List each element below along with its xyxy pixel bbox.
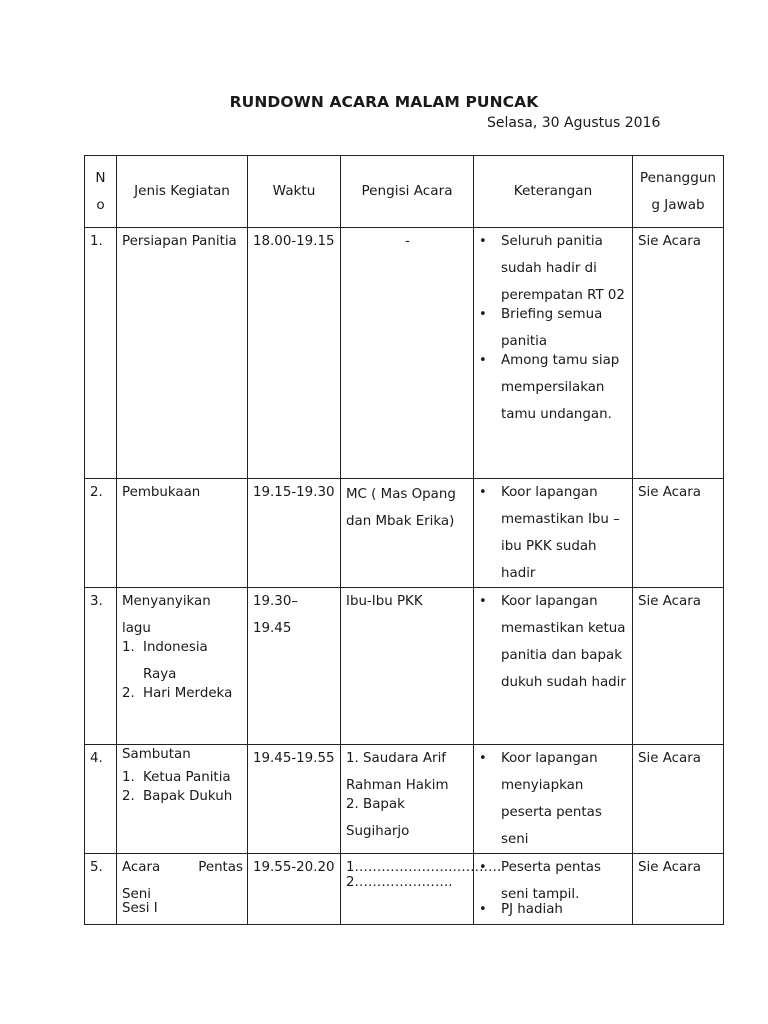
pengisi-item: 1. Saudara Arif Rahman Hakim [346, 751, 449, 793]
table-row [85, 479, 724, 588]
subitem-number: 2. [122, 789, 135, 804]
table-header-row [85, 156, 724, 228]
kegiatan-word: Acara [122, 860, 161, 875]
header-kegiatan: Jenis Kegiatan [117, 156, 248, 228]
keterangan-item: • Koor lapangan memastikan ketua panitia dan bapak dukuh sudah hadir [476, 588, 630, 696]
keterangan-item: • Briefing semua panitia [476, 301, 630, 355]
row-pengisi: - [341, 228, 474, 479]
kegiatan-subitem [122, 783, 243, 810]
header-keterangan: Keterangan [474, 156, 633, 228]
row-keterangan [474, 228, 633, 479]
row-number: 5. [85, 854, 117, 925]
row-keterangan [474, 588, 633, 745]
subitem-number: 1. [122, 640, 135, 655]
pengisi-item: 2. Bapak Sugiharjo [346, 797, 410, 839]
document-date: Selasa, 30 Agustus 2016 [487, 115, 661, 131]
row-pj: Sie Acara [633, 854, 724, 925]
subitem-text: Bapak Dukuh [143, 789, 233, 804]
keterangan-item: • Seluruh panitia sudah hadir di perempatan RT 02 [476, 228, 630, 309]
kegiatan-sublist [122, 764, 243, 810]
kegiatan-line: Seni [122, 887, 151, 902]
keterangan-item: • Koor lapangan menyiapkan peserta pentas seni [476, 745, 630, 853]
row-kegiatan [117, 854, 248, 925]
row-pengisi: Ibu-Ibu PKK [341, 588, 474, 745]
row-kegiatan: Persiapan Panitia [117, 228, 248, 479]
row-number: 3. [85, 588, 117, 745]
kegiatan-word: Pentas [198, 860, 243, 875]
row-number: 1. [85, 228, 117, 479]
pengisi-item: 1…………………..………. [346, 860, 502, 875]
pengisi-item: 2…………………. [346, 875, 453, 890]
row-keterangan [474, 745, 633, 854]
row-waktu: 19.45-19.55 [248, 745, 341, 854]
subitem-text: Indonesia Raya [143, 640, 208, 682]
table-row [85, 745, 724, 854]
kegiatan-line: Sesi I [122, 901, 158, 916]
row-waktu: 19.30–19.45 [248, 588, 341, 745]
table-row [85, 228, 724, 479]
row-pengisi: MC ( Mas Opang dan Mbak Erika) [341, 479, 474, 588]
row-pengisi [341, 854, 502, 925]
row-kegiatan [117, 588, 248, 745]
document-title: RUNDOWN ACARA MALAM PUNCAK [229, 93, 539, 111]
row-pj: Sie Acara [633, 745, 724, 854]
kegiatan-line [122, 854, 243, 881]
header-pj: Penanggung Jawab [633, 156, 724, 228]
subitem-number: 1. [122, 770, 135, 785]
kegiatan-label: Menyanyikan lagu [122, 594, 211, 636]
row-pj: Sie Acara [633, 228, 724, 479]
row-waktu: 19.55-20.20 [248, 854, 341, 925]
subitem-number: 2. [122, 686, 135, 701]
keterangan-item: • Koor lapangan memastikan Ibu –ibu PKK sudah hadir [476, 479, 630, 587]
header-waktu: Waktu [248, 156, 341, 228]
keterangan-item: • Peserta pentas seni tampil. [476, 854, 630, 908]
keterangan-item: • PJ hadiah [476, 900, 630, 919]
row-waktu: 18.00-19.15 [248, 228, 341, 479]
subitem-text: Ketua Panitia [143, 770, 231, 785]
table-row [85, 854, 724, 925]
kegiatan-subitem [122, 680, 243, 707]
kegiatan-sublist [122, 634, 243, 707]
header-pengisi: Pengisi Acara [341, 156, 474, 228]
row-kegiatan [117, 745, 248, 854]
row-number: 2. [85, 479, 117, 588]
rundown-table [84, 155, 724, 925]
row-keterangan [474, 854, 633, 925]
header-no: N o [85, 156, 117, 228]
row-keterangan [474, 479, 633, 588]
row-kegiatan: Pembukaan [117, 479, 248, 588]
row-waktu: 19.15-19.30 [248, 479, 341, 588]
row-number: 4. [85, 745, 117, 854]
keterangan-item: • Among tamu siap mempersilakan tamu undangan. [476, 347, 630, 428]
table-row [85, 588, 724, 745]
row-pengisi [341, 745, 474, 854]
subitem-text: Hari Merdeka [143, 686, 233, 701]
row-pj: Sie Acara [633, 588, 724, 745]
kegiatan-label: Sambutan [122, 747, 191, 762]
row-pj: Sie Acara [633, 479, 724, 588]
